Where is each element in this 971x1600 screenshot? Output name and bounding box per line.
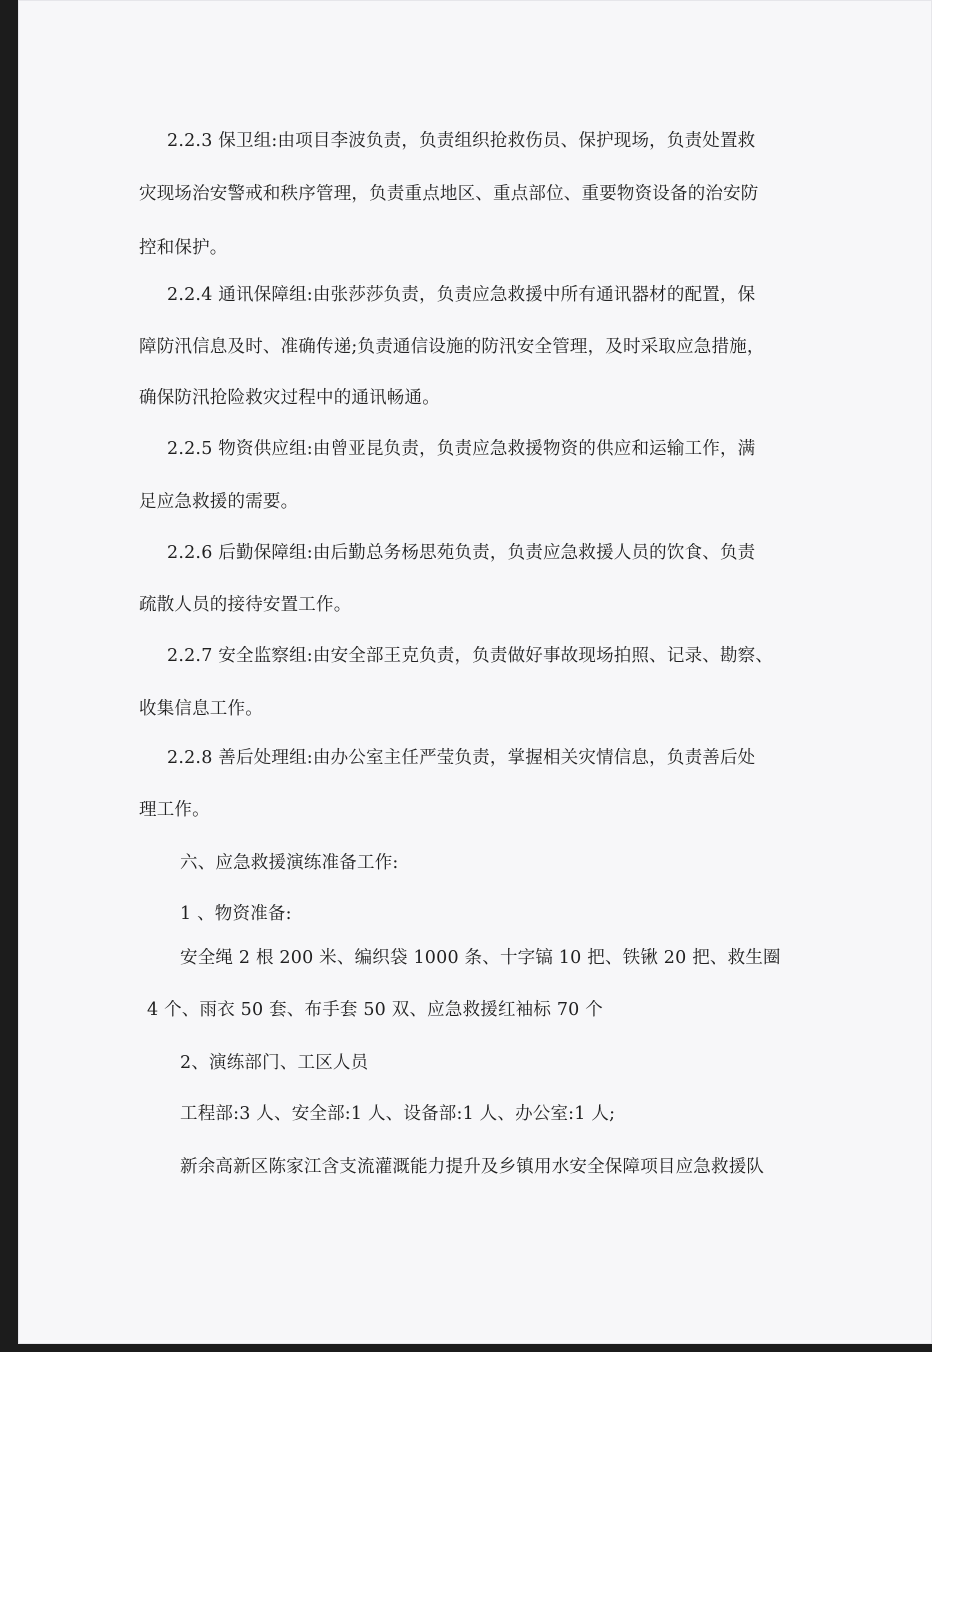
paragraph-2-2-8-line-1: 2.2.8 善后处理组:由办公室主任严莹负责，掌握相关灾情信息，负责善后处 [167, 748, 756, 768]
section-6-2-heading: 2、演练部门、工区人员 [180, 1053, 369, 1073]
materials-list-line-1: 安全绳 2 根 200 米、编织袋 1000 条、十字镐 10 把、铁锹 20 把、救生圈 [180, 948, 781, 968]
section-6-heading: 六、应急救援演练准备工作: [180, 853, 399, 873]
paragraph-2-2-5-line-2: 足应急救援的需要。 [139, 492, 299, 512]
staff-count-line: 工程部:3 人、安全部:1 人、设备部:1 人、办公室:1 人; [180, 1104, 616, 1124]
paragraph-2-2-3-line-2: 灾现场治安警戒和秩序管理，负责重点地区、重点部位、重要物资设备的治安防 [139, 184, 759, 204]
rescue-team-line: 新余高新区陈家江含支流灌溉能力提升及乡镇用水安全保障项目应急救援队 [180, 1157, 765, 1177]
scan-right-margin [932, 0, 971, 1352]
paragraph-2-2-4-line-3: 确保防汛抢险救灾过程中的通讯畅通。 [139, 388, 440, 408]
paragraph-2-2-5-line-1: 2.2.5 物资供应组:由曾亚昆负责，负责应急救援物资的供应和运输工作，满 [167, 439, 756, 459]
section-6-1-heading: 1 、物资准备: [180, 904, 292, 924]
paragraph-2-2-3-line-3: 控和保护。 [139, 238, 228, 258]
paragraph-2-2-4-line-2: 障防汛信息及时、准确传递;负责通信设施的防汛安全管理，及时采取应急措施， [139, 337, 765, 357]
paragraph-2-2-8-line-2: 理工作。 [139, 800, 210, 820]
scan-bottom-margin [0, 1352, 971, 1600]
paragraph-2-2-3-line-1: 2.2.3 保卫组:由项目李波负责，负责组织抢救伤员、保护现场，负责处置救 [167, 131, 756, 151]
paragraph-2-2-7-line-2: 收集信息工作。 [139, 699, 263, 719]
paragraph-2-2-7-line-1: 2.2.7 安全监察组:由安全部王克负责，负责做好事故现场拍照、记录、勘察、 [167, 646, 774, 666]
paragraph-2-2-6-line-1: 2.2.6 后勤保障组:由后勤总务杨思苑负责，负责应急救援人员的饮食、负责 [167, 543, 756, 563]
paragraph-2-2-4-line-1: 2.2.4 通讯保障组:由张莎莎负责，负责应急救援中所有通讯器材的配置，保 [167, 285, 756, 305]
materials-list-line-2: 4 个、雨衣 50 套、布手套 50 双、应急救援红袖标 70 个 [147, 1000, 603, 1020]
paragraph-2-2-6-line-2: 疏散人员的接待安置工作。 [139, 595, 352, 615]
